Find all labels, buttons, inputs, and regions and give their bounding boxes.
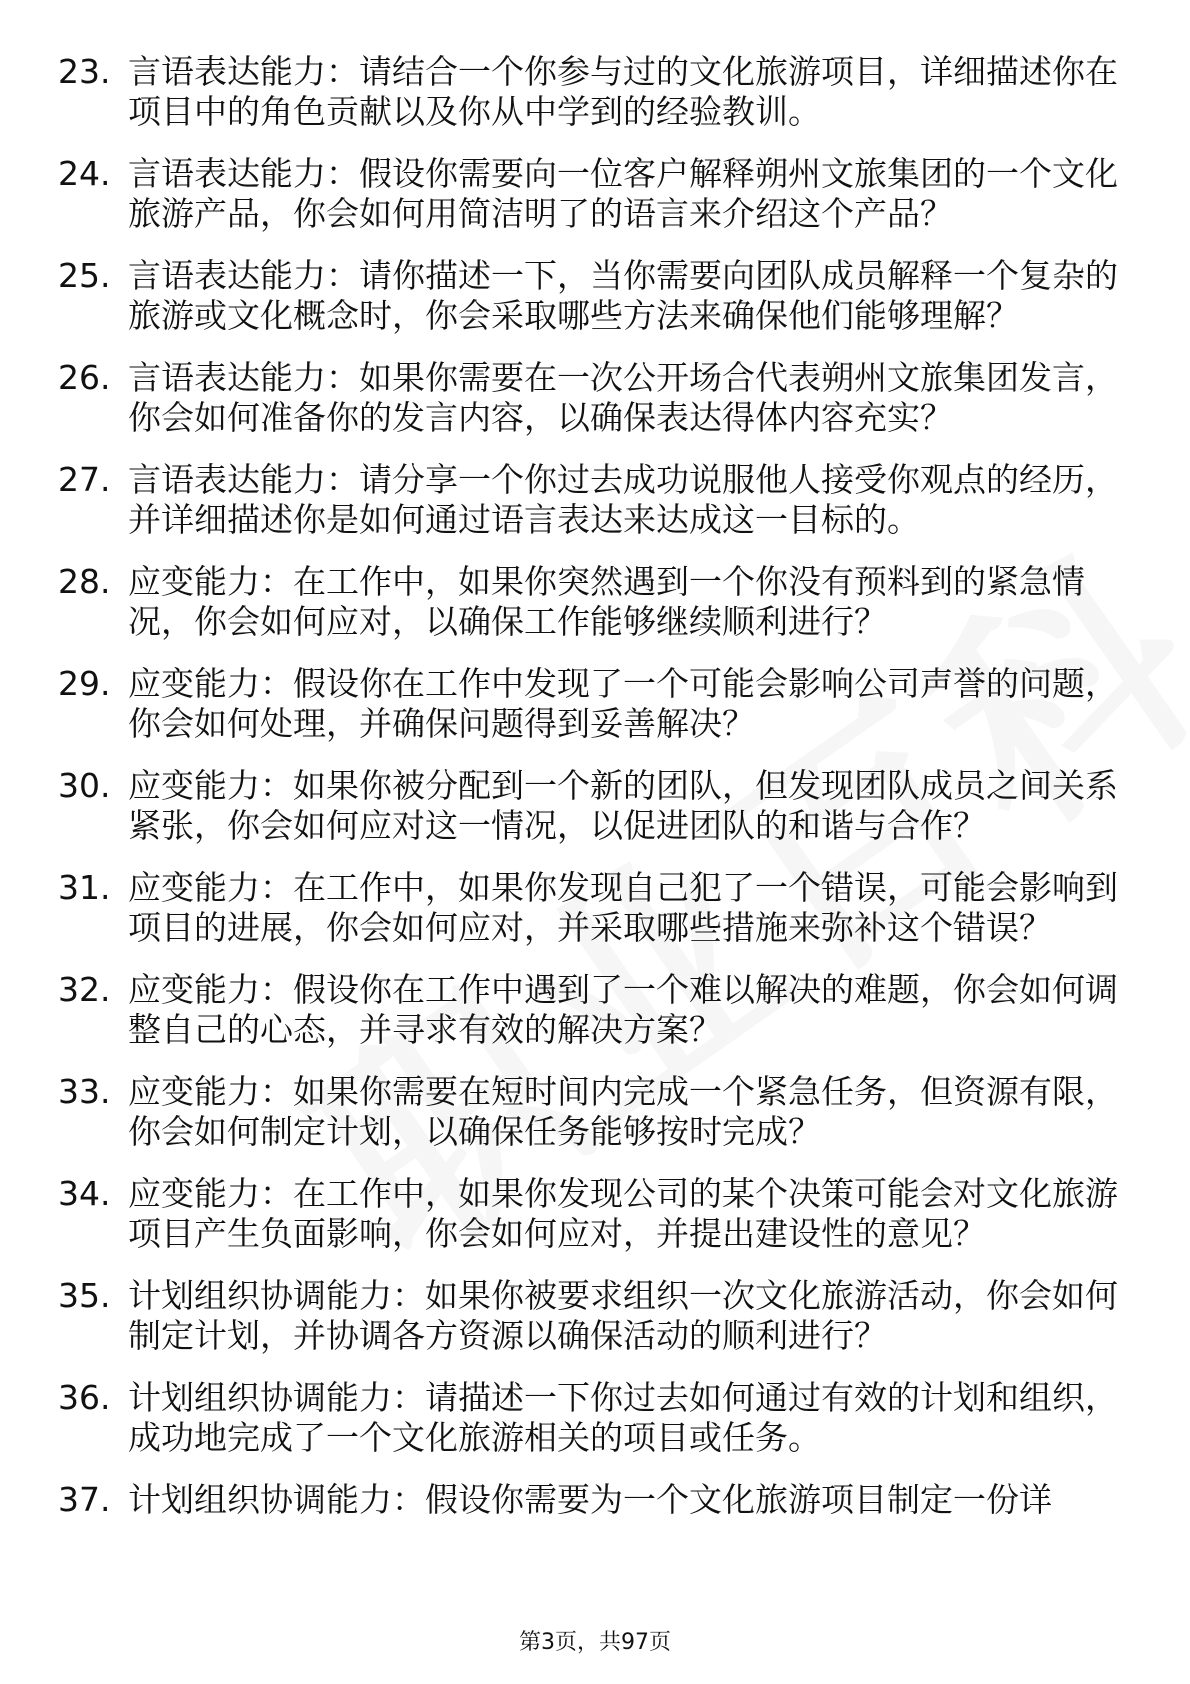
question-number: 32. — [58, 970, 111, 1009]
question-number: 35. — [58, 1276, 111, 1315]
question-text: 应变能力：如果你需要在短时间内完成一个紧急任务，但资源有限，你会如何制定计划，以确保任务能够按时完成？ — [128, 1072, 1118, 1151]
question-number: 33. — [58, 1072, 111, 1111]
question-number: 37. — [58, 1480, 111, 1519]
question-text: 应变能力：在工作中，如果你发现自己犯了一个错误，可能会影响到项目的进展，你会如何应对，并采取哪些措施来弥补这个错误？ — [128, 868, 1118, 947]
question-text: 言语表达能力：请结合一个你参与过的文化旅游项目，详细描述你在项目中的角色贡献以及你从中学到的经验教训。 — [128, 52, 1118, 131]
list-item — [58, 1480, 1138, 1520]
question-text: 应变能力：假设你在工作中发现了一个可能会影响公司声誉的问题，你会如何处理，并确保问题得到妥善解决？ — [128, 664, 1118, 743]
question-number: 25. — [58, 256, 111, 295]
question-number: 36. — [58, 1378, 111, 1417]
question-text: 计划组织协调能力：如果你被要求组织一次文化旅游活动，你会如何制定计划，并协调各方资源以确保活动的顺利进行？ — [128, 1276, 1118, 1355]
question-number: 30. — [58, 766, 111, 805]
question-number: 24. — [58, 154, 111, 193]
question-text: 应变能力：如果你被分配到一个新的团队，但发现团队成员之间关系紧张，你会如何应对这一情况，以促进团队的和谐与合作？ — [128, 766, 1118, 845]
question-text: 计划组织协调能力：假设你需要为一个文化旅游项目制定一份详 — [128, 1480, 1052, 1519]
question-number: 31. — [58, 868, 111, 907]
question-number: 27. — [58, 460, 111, 499]
list-item — [58, 1378, 1138, 1458]
list-item — [58, 460, 1138, 540]
list-item — [58, 256, 1138, 336]
list-item — [58, 766, 1138, 846]
question-text: 言语表达能力：请你描述一下，当你需要向团队成员解释一个复杂的旅游或文化概念时，你会采取哪些方法来确保他们能够理解？ — [128, 256, 1118, 335]
question-number: 29. — [58, 664, 111, 703]
list-item — [58, 868, 1138, 948]
list-item — [58, 664, 1138, 744]
question-list — [58, 52, 1138, 1542]
list-item — [58, 1174, 1138, 1254]
question-text: 言语表达能力：请分享一个你过去成功说服他人接受你观点的经历，并详细描述你是如何通过语言表达来达成这一目标的。 — [128, 460, 1118, 539]
question-number: 26. — [58, 358, 111, 397]
question-text: 应变能力：在工作中，如果你发现公司的某个决策可能会对文化旅游项目产生负面影响，你会如何应对，并提出建设性的意见？ — [128, 1174, 1118, 1253]
question-text: 言语表达能力：假设你需要向一位客户解释朔州文旅集团的一个文化旅游产品，你会如何用简洁明了的语言来介绍这个产品？ — [128, 154, 1118, 233]
list-item — [58, 52, 1138, 132]
page-number-footer: 第3页，共97页 — [519, 1630, 671, 1655]
question-number: 23. — [58, 52, 111, 91]
question-number: 34. — [58, 1174, 111, 1213]
list-item — [58, 970, 1138, 1050]
list-item — [58, 154, 1138, 234]
question-text: 言语表达能力：如果你需要在一次公开场合代表朔州文旅集团发言，你会如何准备你的发言内容，以确保表达得体内容充实？ — [128, 358, 1118, 437]
list-item — [58, 562, 1138, 642]
list-item — [58, 1072, 1138, 1152]
question-number: 28. — [58, 562, 111, 601]
list-item — [58, 1276, 1138, 1356]
question-text: 应变能力：在工作中，如果你突然遇到一个你没有预料到的紧急情况，你会如何应对，以确保工作能够继续顺利进行？ — [128, 562, 1085, 641]
question-text: 应变能力：假设你在工作中遇到了一个难以解决的难题，你会如何调整自己的心态，并寻求有效的解决方案？ — [128, 970, 1118, 1049]
question-text: 计划组织协调能力：请描述一下你过去如何通过有效的计划和组织，成功地完成了一个文化旅游相关的项目或任务。 — [128, 1378, 1118, 1457]
list-item — [58, 358, 1138, 438]
